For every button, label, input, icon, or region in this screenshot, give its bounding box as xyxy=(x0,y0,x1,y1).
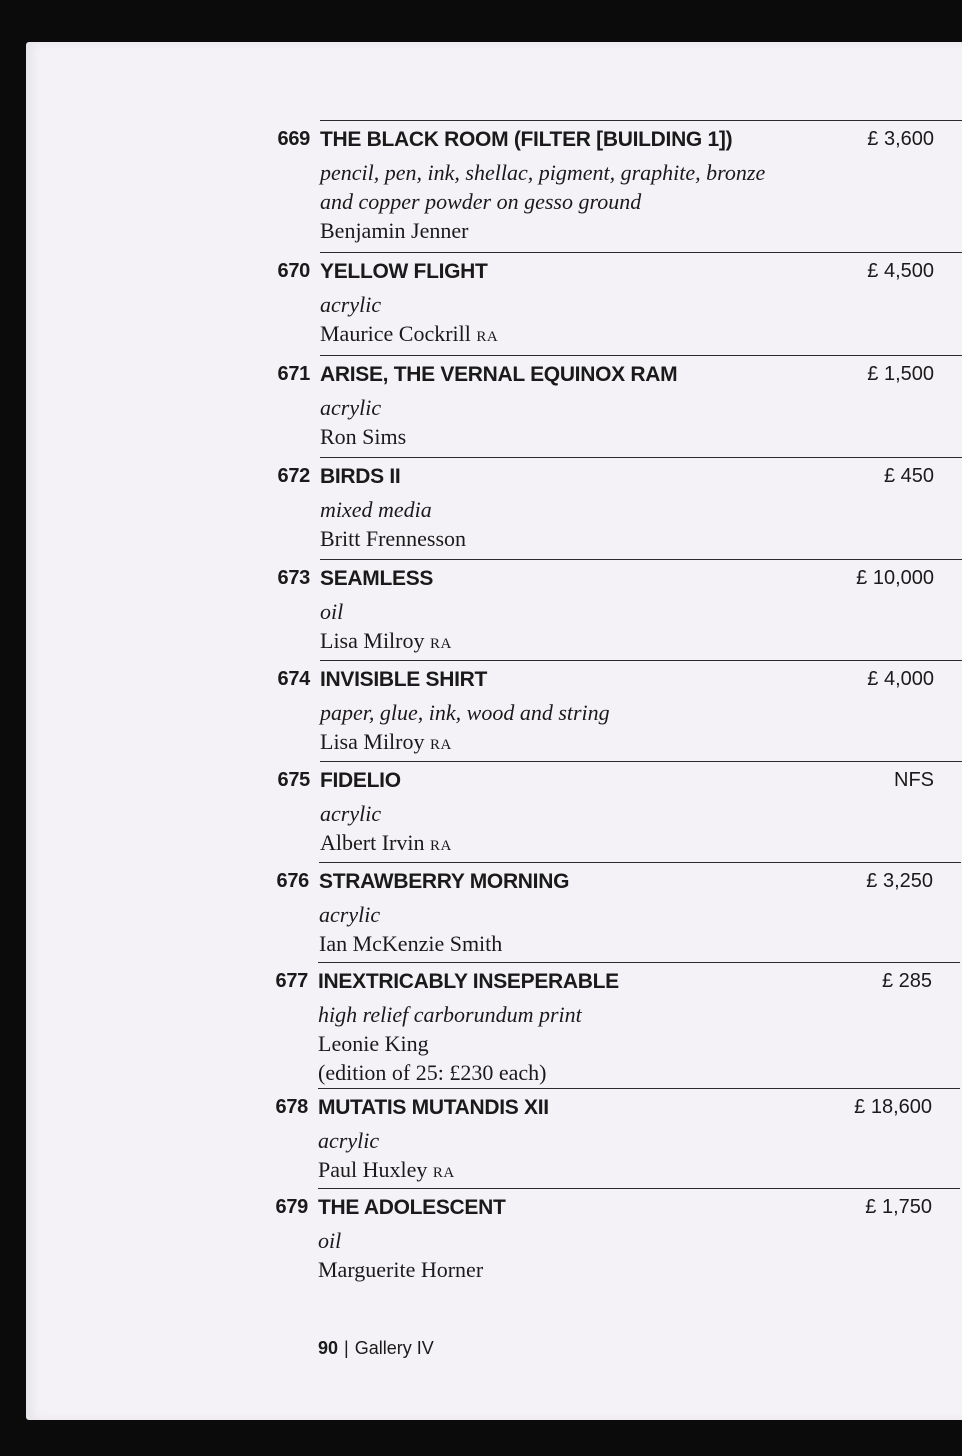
entry-divider xyxy=(320,761,962,762)
entry-price: £ 1,750 xyxy=(865,1196,932,1218)
entry-price: £ 285 xyxy=(881,970,932,992)
entry-price: £ 3,250 xyxy=(866,870,933,892)
entry-medium xyxy=(320,497,432,523)
page-footer xyxy=(318,1338,434,1359)
entry-divider xyxy=(318,1088,960,1089)
medium-text: oil xyxy=(320,599,344,624)
entry-artist xyxy=(320,424,406,450)
entry-artist xyxy=(318,1031,429,1057)
entry-number: 670 xyxy=(277,260,310,282)
artist-text: Ian McKenzie Smith xyxy=(319,931,503,956)
artist-text: Lisa Milroy xyxy=(320,729,425,754)
medium-text: acrylic xyxy=(320,395,382,420)
entry-number: 677 xyxy=(275,970,308,992)
academician-suffix: RA xyxy=(429,838,452,854)
medium-text: and copper powder on gesso ground xyxy=(320,189,642,214)
entry-artist xyxy=(319,931,502,957)
entry-medium xyxy=(318,1002,582,1028)
entry-medium xyxy=(320,160,765,186)
entry-number: 672 xyxy=(277,465,310,487)
entry-artist xyxy=(320,526,466,552)
entry-number: 675 xyxy=(277,769,310,791)
section-name: Gallery IV xyxy=(354,1338,434,1358)
entry-price: £ 3,600 xyxy=(867,128,934,150)
entry-number: 676 xyxy=(276,870,309,892)
entry-price: NFS xyxy=(894,769,934,791)
artist-text: Albert Irvin xyxy=(320,830,425,855)
medium-text: mixed media xyxy=(320,497,432,522)
entry-medium xyxy=(320,700,610,726)
entry-artist xyxy=(320,628,452,654)
entry-divider xyxy=(318,962,960,963)
entry-title: ARISE, THE VERNAL EQUINOX RAM xyxy=(320,363,678,386)
artist-text: Benjamin Jenner xyxy=(320,218,469,243)
entry-number: 671 xyxy=(277,363,310,385)
entry-title: BIRDS II xyxy=(320,465,401,488)
artist-text: Lisa Milroy xyxy=(320,628,425,653)
artist-text: (edition of 25: £230 each) xyxy=(318,1060,547,1085)
entry-artist xyxy=(318,1157,455,1183)
entry-artist xyxy=(320,729,452,755)
page-number: 90 xyxy=(318,1338,339,1358)
academician-suffix: RA xyxy=(430,636,452,652)
entry-divider xyxy=(320,252,962,253)
entry-divider xyxy=(320,457,962,458)
entry-title: FIDELIO xyxy=(320,769,401,792)
entry-price: £ 4,000 xyxy=(867,668,934,690)
entry-price: £ 4,500 xyxy=(867,260,934,282)
entry-medium xyxy=(319,902,380,928)
entry-title: INVISIBLE SHIRT xyxy=(320,668,488,691)
medium-text: pencil, pen, ink, shellac, pigment, graphite, bronze xyxy=(320,160,766,185)
entry-number: 673 xyxy=(277,567,310,589)
entry-number: 678 xyxy=(275,1096,308,1118)
artist-text: Britt Frennesson xyxy=(320,526,467,551)
entry-medium xyxy=(320,292,381,318)
entry-divider xyxy=(318,1188,960,1189)
entry-divider xyxy=(320,355,962,356)
medium-text: acrylic xyxy=(318,1128,380,1153)
entry-artist xyxy=(320,321,498,347)
entry-medium xyxy=(320,599,343,625)
entry-artist xyxy=(318,1060,547,1086)
entry-title: YELLOW FLIGHT xyxy=(320,260,488,283)
entry-title: THE BLACK ROOM (FILTER [BUILDING 1]) xyxy=(320,128,733,151)
entry-divider xyxy=(319,862,961,863)
entry-medium xyxy=(320,189,641,215)
artist-text: Leonie King xyxy=(318,1031,429,1056)
entry-medium xyxy=(320,395,381,421)
entry-medium xyxy=(318,1128,379,1154)
artist-text: Paul Huxley xyxy=(318,1157,428,1182)
entry-price: £ 10,000 xyxy=(856,567,934,589)
entry-title: INEXTRICABLY INSEPERABLE xyxy=(318,970,619,993)
medium-text: acrylic xyxy=(320,292,382,317)
artist-text: Ron Sims xyxy=(320,424,407,449)
academician-suffix: RA xyxy=(476,329,499,345)
entry-divider xyxy=(320,559,962,560)
medium-text: high relief carborundum print xyxy=(318,1002,582,1027)
entry-medium xyxy=(320,801,381,827)
medium-text: acrylic xyxy=(320,801,382,826)
artist-text: Maurice Cockrill xyxy=(320,321,471,346)
footer-separator: | xyxy=(344,1338,349,1358)
entry-artist xyxy=(320,218,468,244)
academician-suffix: RA xyxy=(430,737,452,753)
entry-title: SEAMLESS xyxy=(320,567,434,590)
academician-suffix: RA xyxy=(432,1165,455,1181)
catalogue-page xyxy=(26,42,962,1420)
entry-price: £ 18,600 xyxy=(854,1096,932,1118)
entry-title: STRAWBERRY MORNING xyxy=(319,870,570,893)
entry-divider xyxy=(320,120,962,121)
entry-price: £ 450 xyxy=(883,465,934,487)
medium-text: acrylic xyxy=(319,902,381,927)
entry-divider xyxy=(320,660,962,661)
entry-artist xyxy=(320,830,452,856)
entry-title: MUTATIS MUTANDIS XII xyxy=(318,1096,549,1119)
entry-artist xyxy=(318,1257,483,1283)
medium-text: paper, glue, ink, wood and string xyxy=(320,700,610,725)
entry-number: 679 xyxy=(275,1196,308,1218)
medium-text: oil xyxy=(318,1228,342,1253)
entry-medium xyxy=(318,1228,341,1254)
entry-title: THE ADOLESCENT xyxy=(318,1196,506,1219)
artist-text: Marguerite Horner xyxy=(318,1257,484,1282)
entry-number: 674 xyxy=(277,668,310,690)
entry-price: £ 1,500 xyxy=(867,363,934,385)
entry-number: 669 xyxy=(277,128,310,150)
catalogue-entries xyxy=(26,42,962,1420)
